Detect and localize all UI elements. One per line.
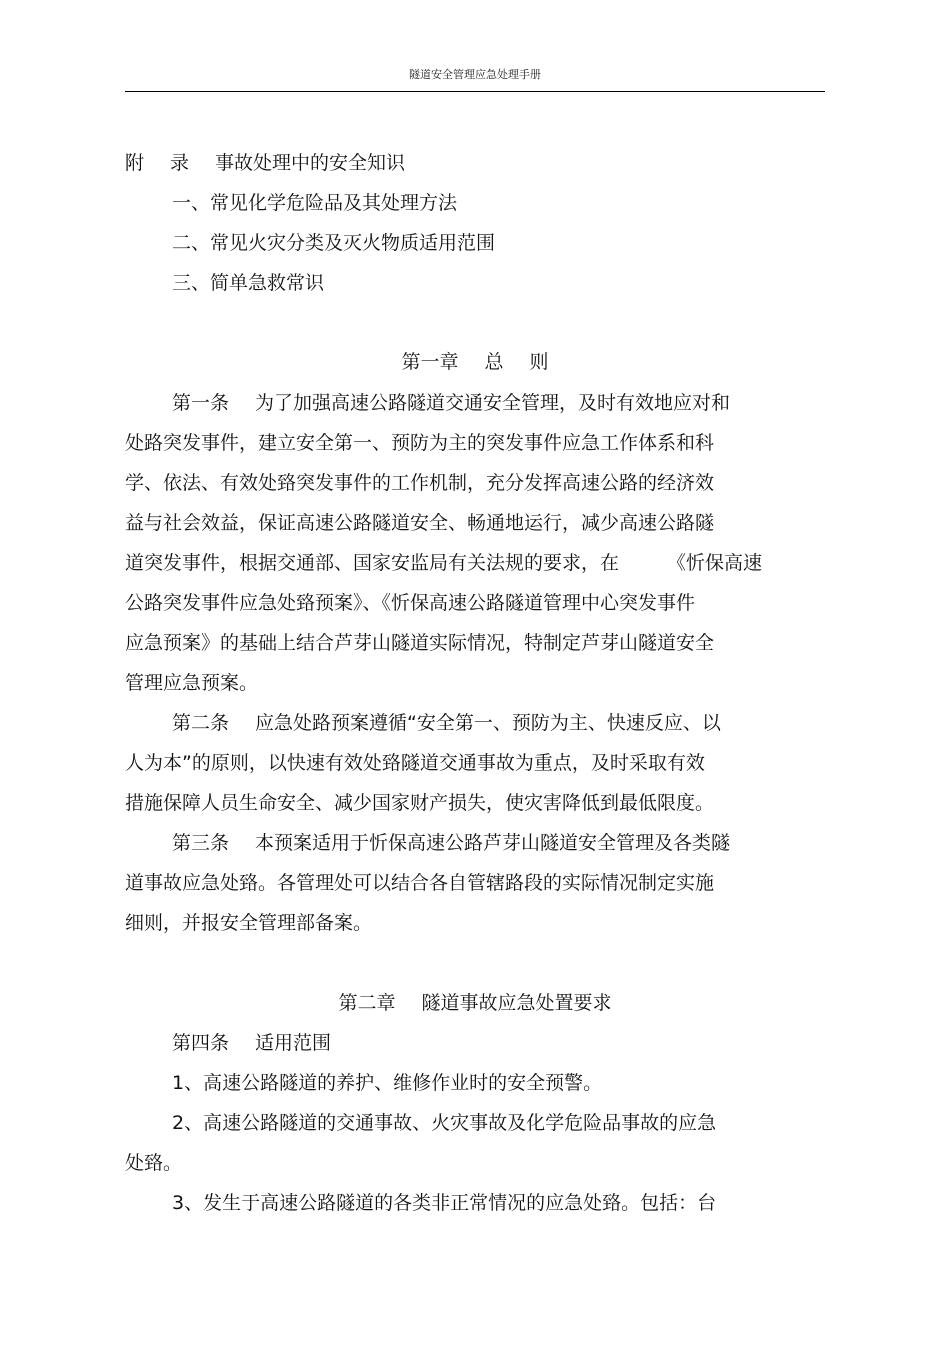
article-text: 道突发事件，根据交通部、国家安监局有关法规的要求，在 (125, 552, 620, 574)
article-line: 细则，并报安全管理部备案。 (125, 912, 373, 934)
article-line (125, 550, 825, 576)
article-line: 措施保障人员生命安全、减少国家财产损失，使灾害降低到最低限度。 (125, 792, 715, 814)
chapter-title-b: 则 (529, 351, 549, 373)
appendix-item: 一、常见化学危险品及其处理方法 (172, 192, 458, 214)
appendix-heading (125, 150, 825, 176)
chapter-heading (125, 990, 825, 1016)
article-line (172, 710, 872, 736)
article-text: 为了加强高速公路隧道交通安全管理，及时有效地应对和 (255, 392, 731, 414)
article-number: 第一条 (172, 392, 230, 414)
article-number: 第三条 (172, 832, 230, 854)
article-line: 道事故应急处臵。各管理处可以结合各自管辖路段的实际情况制定实施 (125, 872, 715, 894)
article-line: 益与社会效益，保证高速公路隧道安全、畅通地运行，减少高速公路隧 (125, 512, 715, 534)
article-number: 第二条 (172, 712, 230, 734)
appendix-label-a: 附 (125, 152, 145, 174)
article-line (172, 390, 872, 416)
chapter-label: 第二章 (338, 992, 396, 1014)
appendix-title: 事故处理中的安全知识 (215, 152, 406, 174)
list-item: 1、高速公路隧道的养护、维修作业时的安全预警。 (172, 1072, 603, 1094)
article-line: 处路突发事件，建立安全第一、预防为主的突发事件应急工作体系和科 (125, 432, 715, 454)
article-line: 应急预案》的基础上结合芦芽山隧道实际情况，特制定芦芽山隧道安全 (125, 632, 715, 654)
article-line: 管理应急预案。 (125, 672, 259, 694)
list-item: 处臵。 (125, 1152, 183, 1174)
list-item: 2、高速公路隧道的交通事故、火灾事故及化学危险品事故的应急 (172, 1112, 717, 1134)
article-line: 学、依法、有效处臵突发事件的工作机制，充分发挥高速公路的经济效 (125, 472, 715, 494)
chapter-label: 第一章 (401, 351, 459, 373)
chapter-title: 隧道事故应急处置要求 (421, 992, 612, 1014)
header-rule (125, 91, 825, 92)
chapter-title-a: 总 (484, 351, 504, 373)
article-text: 本预案适用于忻保高速公路芦芽山隧道安全管理及各类隧 (255, 832, 731, 854)
appendix-item: 二、常见火灾分类及灭火物质适用范围 (172, 232, 496, 254)
article-line: 公路突发事件应急处臵预案》、《忻保高速公路隧道管理中心突发事件 (125, 592, 696, 614)
running-header: 隧道安全管理应急处理手册 (409, 68, 541, 81)
list-item: 3、发生于高速公路隧道的各类非正常情况的应急处臵。包括：台 (172, 1192, 717, 1214)
article-text: 应急处路预案遵循“安全第一、预防为主、快速反应、以 (255, 712, 721, 734)
article-line (172, 1030, 872, 1056)
article-title: 适用范围 (255, 1032, 332, 1054)
article-line (172, 830, 872, 856)
appendix-item: 三、简单急救常识 (172, 272, 325, 294)
article-text: 《忻保高速 (667, 552, 763, 574)
article-number: 第四条 (172, 1032, 230, 1054)
chapter-heading (125, 349, 825, 375)
article-line: 人为本”的原则，以快速有效处臵隧道交通事故为重点，及时采取有效 (125, 752, 705, 774)
appendix-label-b: 录 (170, 152, 190, 174)
